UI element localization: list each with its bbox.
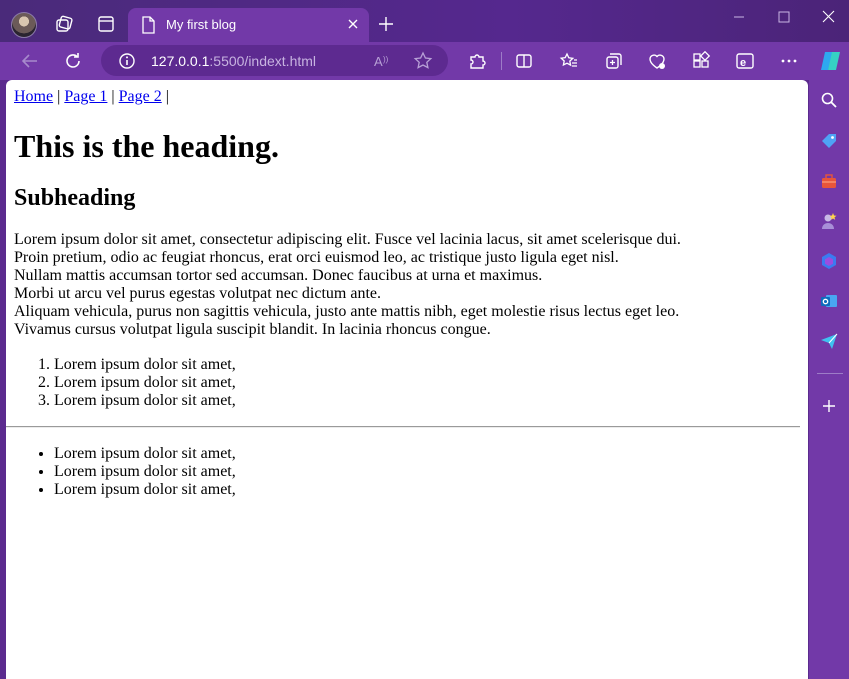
page-icon (140, 16, 156, 34)
nav-link-page-1[interactable]: Page 1 (64, 88, 108, 105)
list-item: 1. Lorem ipsum dolor sit amet, (54, 356, 800, 374)
list-item: • Lorem ipsum dolor sit amet, (54, 445, 800, 463)
paragraph-line: Vivamus cursus volutpat ligula suscipit blandit. In lacinia rhoncus congue. (14, 321, 491, 338)
list-item: • Lorem ipsum dolor sit amet, (54, 481, 800, 499)
page-heading: This is the heading. (14, 128, 279, 164)
svg-text:)): )) (383, 55, 389, 64)
svg-text:e: e (740, 57, 747, 69)
active-tab[interactable] (128, 8, 369, 42)
apps-icon[interactable] (691, 51, 711, 71)
tab-title: My first blog (166, 17, 237, 32)
close-tab-icon[interactable] (345, 16, 361, 32)
favorites-icon[interactable] (559, 51, 579, 71)
tab-actions-icon[interactable] (97, 15, 115, 33)
edge-sidebar (809, 80, 849, 679)
games-icon[interactable] (820, 212, 838, 230)
url-host: 127.0.0.1 (151, 53, 210, 69)
outlook-icon[interactable] (820, 292, 838, 310)
svg-text:A: A (374, 54, 383, 69)
horizontal-rule (6, 426, 800, 428)
refresh-icon[interactable] (63, 51, 83, 71)
workspaces-icon[interactable] (55, 15, 73, 33)
paragraph-line: Proin pretium, odio ac feugiat rhoncus, erat orci euismod leo, ac tristique justo ligula eget nisl. (14, 249, 619, 266)
unordered-list (14, 445, 800, 499)
microsoft-365-icon[interactable] (820, 252, 838, 270)
search-icon[interactable] (820, 91, 838, 109)
list-item: • Lorem ipsum dolor sit amet, (54, 463, 800, 481)
add-icon[interactable] (820, 397, 838, 415)
nav-separator: | (53, 88, 65, 105)
more-icon[interactable] (779, 51, 799, 71)
paragraph-line: Lorem ipsum dolor sit amet, consectetur adipiscing elit. Fusce vel lacinia lacus, sit amet scelerisque dui. (14, 231, 681, 248)
paragraph-line: Aliquam vehicula, purus non sagittis vehicula, justo ante mattis nibh, eget molestie risus lectus eget leo. (14, 303, 680, 320)
favorite-star-icon[interactable] (413, 51, 433, 71)
site-nav (14, 87, 800, 107)
paragraph-line: Morbi ut arcu vel purus egestas volutpat nec dictum ante. (14, 285, 382, 302)
collections-icon[interactable] (604, 51, 624, 71)
browser-essentials-icon[interactable] (647, 51, 667, 71)
split-screen-icon[interactable] (514, 51, 534, 71)
page-subheading: Subheading (14, 185, 136, 211)
toolbar-separator (501, 52, 502, 70)
extensions-icon[interactable] (467, 51, 487, 71)
nav-link-page-2[interactable]: Page 2 (118, 88, 162, 105)
profile-avatar[interactable] (11, 12, 37, 38)
copilot-icon[interactable] (818, 48, 844, 74)
url-text (151, 53, 316, 69)
close-window-button[interactable] (806, 6, 849, 28)
body-paragraph (14, 231, 800, 339)
list-item: 2. Lorem ipsum dolor sit amet, (54, 374, 800, 392)
tools-icon[interactable] (820, 172, 838, 190)
maximize-button[interactable] (761, 6, 807, 28)
ordered-list (14, 356, 800, 410)
nav-link-home[interactable]: Home (14, 88, 54, 105)
title-bar (0, 0, 849, 42)
back-icon[interactable] (20, 51, 40, 71)
list-item: 3. Lorem ipsum dolor sit amet, (54, 392, 800, 410)
url-path: :5500/indext.html (209, 53, 317, 69)
nav-separator: | (107, 88, 119, 105)
page-content (14, 87, 800, 499)
shopping-icon[interactable] (820, 132, 838, 150)
page-viewport (6, 80, 808, 679)
ie-mode-icon[interactable] (735, 51, 755, 71)
info-icon[interactable] (117, 51, 137, 71)
new-tab-icon[interactable] (376, 14, 396, 34)
nav-separator: | (161, 88, 169, 105)
sidebar-separator (817, 373, 843, 374)
minimize-button[interactable] (716, 6, 762, 28)
paragraph-line: Nullam mattis accumsan tortor sed accumsan. Donec faucibus at urna et maximus. (14, 267, 543, 284)
browser-toolbar (0, 42, 849, 80)
address-bar[interactable] (101, 45, 448, 76)
send-icon[interactable] (820, 332, 838, 350)
read-aloud-icon[interactable] (373, 51, 393, 71)
